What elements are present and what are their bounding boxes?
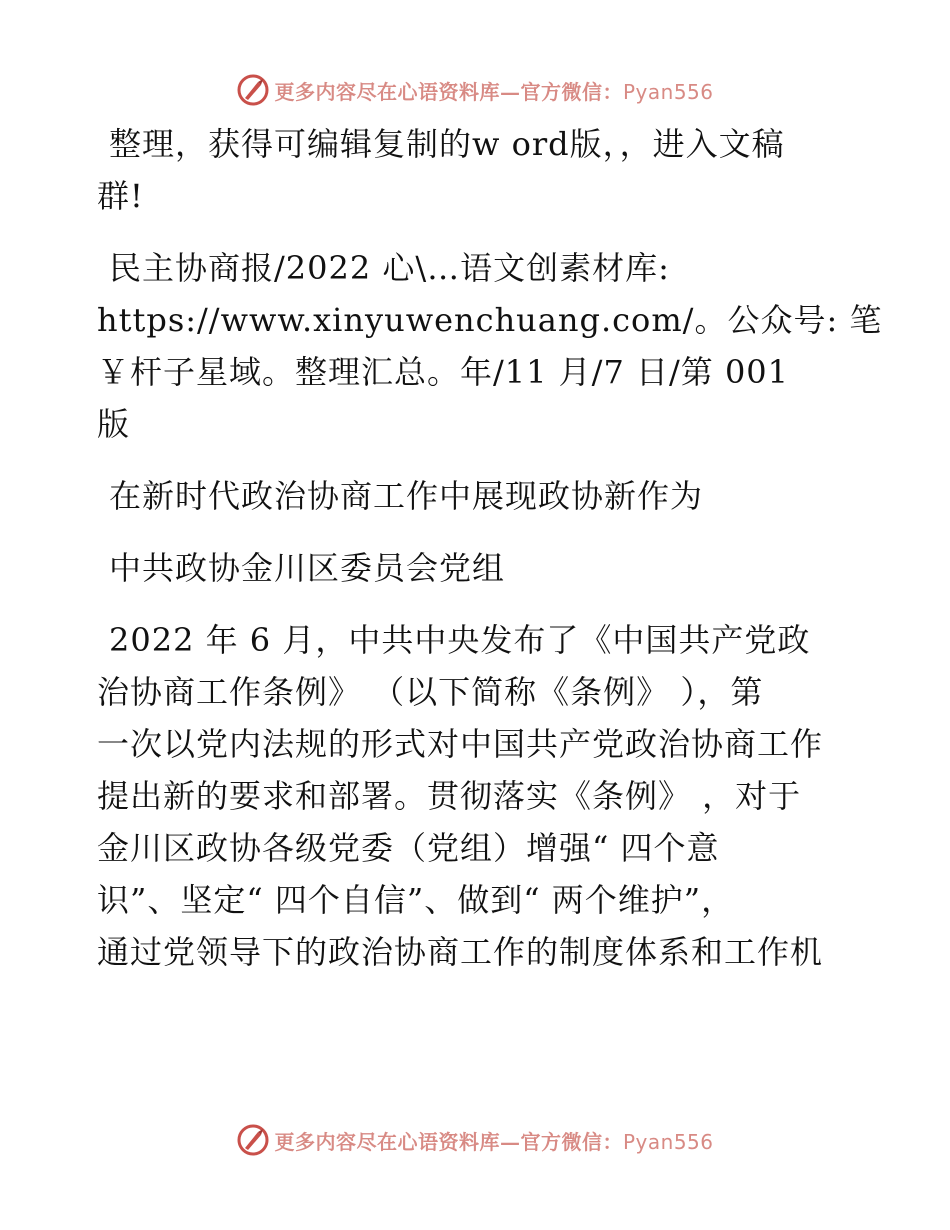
text-line: 整理，获得可编辑复制的w ord版，，进入文稿 xyxy=(109,125,785,163)
text-line: ￥杆子星域。整理汇总。年/11 月/7 日/第 001 xyxy=(97,353,790,391)
text-line: 中共政协金川区委员会党组 xyxy=(109,549,506,587)
watermark-text xyxy=(274,1126,713,1155)
text-line: https://www.xinyuwenchuang.com/。公众号: 笔 xyxy=(97,301,883,339)
quill-logo-icon xyxy=(236,73,270,107)
watermark-text xyxy=(274,76,713,105)
paragraph-intro xyxy=(97,118,857,222)
watermark-text-cn: 更多内容尽在心语资料库—官方微信： xyxy=(274,79,623,104)
footer-watermark xyxy=(0,1120,950,1160)
article-author xyxy=(97,542,857,594)
watermark-wechat-id: Pyan556 xyxy=(622,1129,714,1154)
paragraph-source xyxy=(97,242,883,450)
text-line: 版 xyxy=(97,405,131,443)
document-body xyxy=(97,118,883,998)
watermark-wechat-id: Pyan556 xyxy=(622,79,714,104)
text-line: 民主协商报/2022 心\…语文创素材库: xyxy=(109,249,670,287)
quill-logo-icon xyxy=(236,1123,270,1157)
text-line: 治协商工作条例》 （以下简称《条例》 ），第 xyxy=(97,673,764,711)
header-watermark xyxy=(0,70,950,110)
paragraph-body xyxy=(97,614,857,978)
article-title xyxy=(97,470,857,522)
watermark-text-cn: 更多内容尽在心语资料库—官方微信： xyxy=(274,1129,623,1154)
text-line: 在新时代政治协商工作中展现政协新作为 xyxy=(109,477,704,515)
text-line: 一次以党内法规的形式对中国共产党政治协商工作 xyxy=(97,725,824,763)
text-line: 提出新的要求和部署。贯彻落实《条例》 ，对于 xyxy=(97,777,802,815)
text-line: 识”、坚定“ 四个自信”、做到“ 两个维护”， xyxy=(97,881,735,919)
text-line: 通过党领导下的政治协商工作的制度体系和工作机 xyxy=(97,933,824,971)
text-line: 群! xyxy=(97,177,144,215)
text-line: 2022 年 6 月，中共中央发布了《中国共产党政 xyxy=(109,621,811,659)
text-line: 金川区政协各级党委（党组）增强“ 四个意 xyxy=(97,829,720,867)
